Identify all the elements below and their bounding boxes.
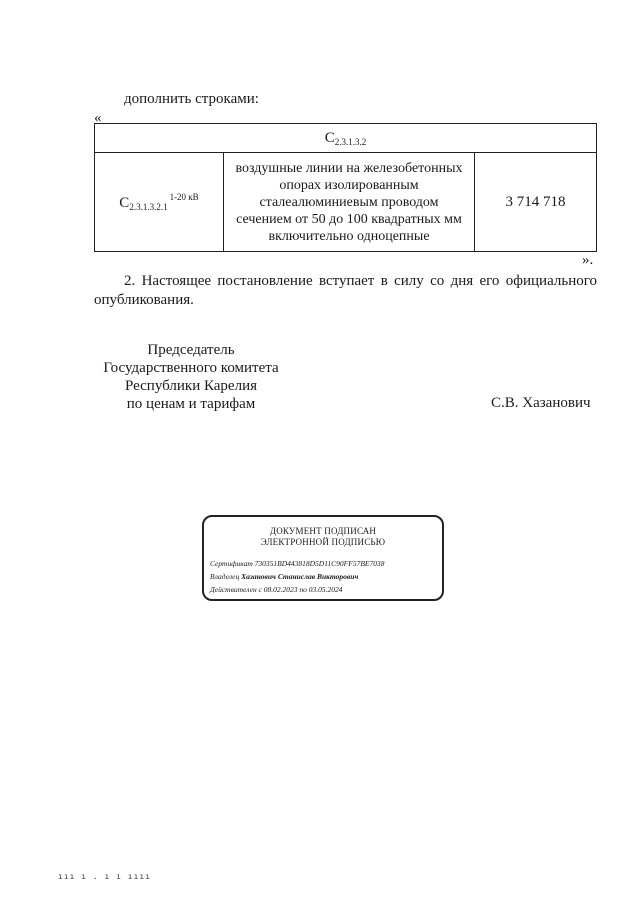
close-quote: ». xyxy=(582,252,594,268)
valid-to: 03.05.2024 xyxy=(308,585,343,594)
header-code-letter: С xyxy=(324,129,335,146)
description-line: опорах изолированным xyxy=(279,177,419,193)
description-line: сечением от 50 до 100 квадратных мм xyxy=(236,211,462,227)
row-code-letter: С xyxy=(119,195,130,211)
position-line: Государственного комитета xyxy=(103,360,279,376)
signatory-name: С.В. Хазанович xyxy=(491,395,591,411)
valid-from: 08.02.2023 xyxy=(263,585,298,594)
description-line: воздушные линии на железобетонных xyxy=(235,160,463,176)
table-header-code xyxy=(95,124,597,153)
intro-text: дополнить строками: xyxy=(124,91,259,107)
tariff-table xyxy=(94,123,597,252)
certificate-label: Сертификат xyxy=(210,559,253,568)
open-quote: « xyxy=(94,110,102,126)
footer-scan-marks: ııı ı . ı ı ıııı xyxy=(58,872,152,881)
row-code-sub: 2.3.1.3.2.1 xyxy=(129,202,168,212)
position-line: по ценам и тарифам xyxy=(126,396,256,412)
header-code-sub: 2.3.1.3.2 xyxy=(334,136,367,147)
stamp-owner xyxy=(210,572,358,581)
row-description xyxy=(224,153,475,252)
row-code xyxy=(95,153,224,252)
description-line: включительно одноцепные xyxy=(268,228,430,244)
valid-to-label: по xyxy=(299,585,307,594)
signatory-position xyxy=(96,341,286,413)
table-header-row xyxy=(95,124,597,153)
table-row xyxy=(95,153,597,252)
stamp-certificate xyxy=(210,559,385,568)
row-value: 3 714 718 xyxy=(475,153,597,252)
valid-label: Действителен с xyxy=(210,585,262,594)
stamp-title-line: ДОКУМЕНТ ПОДПИСАН xyxy=(269,526,377,536)
description-line: сталеалюминиевым проводом xyxy=(259,194,439,210)
position-line: Республики Карелия xyxy=(124,378,258,394)
paragraph-effective-date: 2. Настоящее постановление вступает в силу со дня его официального опубликования. xyxy=(94,273,597,308)
owner-value: Хазанович Станислав Викторович xyxy=(241,572,359,581)
owner-label: Владелец xyxy=(210,572,240,581)
position-line: Председатель xyxy=(147,342,235,358)
stamp-validity xyxy=(210,585,343,594)
electronic-signature-stamp xyxy=(202,515,444,601)
row-code-sup: 1-20 кВ xyxy=(169,192,199,202)
stamp-title xyxy=(204,526,442,548)
stamp-title-line: ЭЛЕКТРОННОЙ ПОДПИСЬЮ xyxy=(260,537,386,547)
certificate-value: 730351BD443818D5D11C90FF57BE7038 xyxy=(254,559,385,568)
